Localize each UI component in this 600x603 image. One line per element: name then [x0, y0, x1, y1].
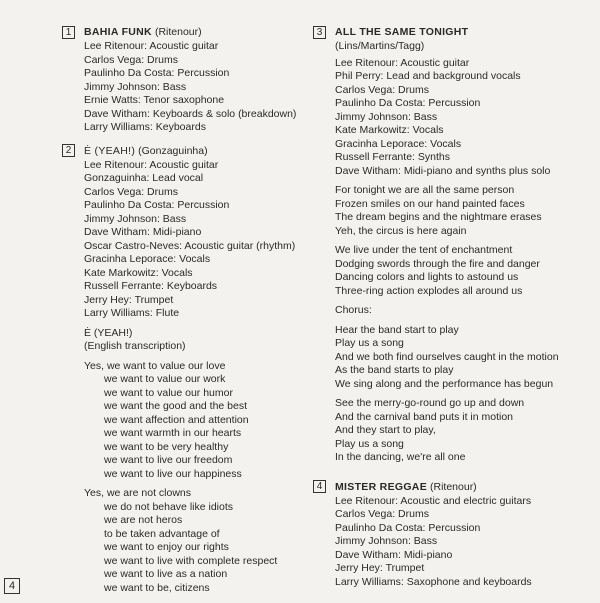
text-line: Dave Witham: Midi-piano — [335, 548, 453, 561]
text-line: See the merry-go-round go up and down — [335, 397, 525, 409]
text-line: we want to enjoy our rights — [104, 541, 229, 553]
track-credit: (Gonzaguinha) — [138, 144, 208, 157]
track-title-text: ALL THE SAME TONIGHT — [335, 26, 469, 38]
text-line: we want to be, citizens — [104, 581, 210, 594]
text-line: Gonzaguinha: Lead vocal — [84, 172, 204, 184]
text-line: Lee Ritenour: Acoustic guitar — [84, 158, 219, 171]
text-line: to be taken advantage of — [104, 527, 220, 540]
track-4 — [313, 479, 595, 590]
text-line: In the dancing, we're all one — [335, 451, 466, 463]
track-credit: (Ritenour) — [154, 26, 202, 38]
text-line: Paulinho Da Costa: Percussion — [335, 521, 481, 534]
personnel-list — [84, 40, 297, 135]
track-2 — [62, 143, 294, 596]
text-line: Kate Markowitz: Vocals — [84, 266, 193, 279]
text-line: Play us a song — [335, 437, 404, 450]
text-line: We live under the tent of enchantment — [335, 244, 513, 256]
transcription-heading — [84, 327, 294, 354]
track-title-text: BAHIA FUNK — [84, 26, 152, 38]
right-column — [313, 24, 595, 597]
track-1-header — [62, 24, 294, 40]
text-line: Dodging swords through the fire and danger — [335, 257, 540, 270]
text-line: we want to live with complete respect — [104, 554, 278, 567]
text-line: we are not heros — [104, 514, 183, 526]
text-line: we do not behave like idiots — [104, 500, 233, 513]
transcription-note: (English transcription) — [84, 340, 186, 352]
lyrics-verse-3 — [335, 397, 595, 465]
track-title — [84, 26, 202, 38]
text-line: we want to live as a nation — [104, 568, 228, 580]
text-line: we want to live our freedom — [104, 454, 233, 466]
track-number-box: 3 — [313, 26, 326, 39]
chorus-label — [335, 304, 595, 318]
text-line: Jimmy Johnson: Bass — [335, 110, 438, 123]
text-line: Dancing colors and lights to astound us — [335, 271, 519, 283]
text-line: Jimmy Johnson: Bass — [84, 212, 187, 225]
text-line: Carlos Vega: Drums — [84, 53, 178, 66]
track-3 — [313, 24, 595, 465]
text-line: Oscar Castro-Neves: Acoustic guitar (rhythm) — [84, 239, 296, 252]
text-line: we want to live our happiness — [104, 467, 242, 480]
text-line: Jerry Hey: Trumpet — [84, 293, 174, 306]
lyrics-verse-2 — [84, 487, 294, 595]
personnel-list — [335, 57, 595, 179]
text-line: Phil Perry: Lead and background vocals — [335, 70, 521, 82]
text-line: Jimmy Johnson: Bass — [335, 535, 438, 547]
text-line: Russell Ferrante: Synths — [335, 151, 450, 163]
left-column — [62, 24, 297, 603]
text-line: Jerry Hey: Trumpet — [335, 562, 425, 574]
text-line: Yes, we are not clowns — [84, 487, 192, 499]
text-line: Dave Witham: Midi-piano — [84, 226, 202, 238]
text-line: Kate Markowitz: Vocals — [335, 124, 444, 136]
text-line: we want to value our humor — [104, 386, 233, 399]
text-line: As the band starts to play — [335, 364, 454, 376]
text-line: For tonight we are all the same person — [335, 184, 515, 196]
text-line: Carlos Vega: Drums — [335, 83, 429, 96]
text-line: And the carnival band puts it in motion — [335, 410, 514, 423]
text-line: Dave Witham: Midi-piano and synths plus solo — [335, 164, 551, 177]
track-title — [84, 145, 208, 157]
text-line: We sing along and the performance has begun — [335, 377, 554, 390]
text-line: Lee Ritenour: Acoustic and electric guitars — [335, 494, 532, 507]
text-line: we want to be very healthy — [104, 440, 229, 453]
track-number-box: 1 — [62, 26, 75, 39]
text-line: we want the good and the best — [104, 400, 248, 412]
text-line: we want to value our work — [104, 373, 226, 385]
text-line: Jimmy Johnson: Bass — [84, 80, 187, 93]
track-title-text: Ė (YEAH!) — [84, 144, 136, 157]
text-line: Lee Ritenour: Acoustic guitar — [84, 40, 219, 52]
text-line: Ernie Watts: Tenor saxophone — [84, 94, 225, 106]
text-line: Play us a song — [335, 337, 404, 349]
text-line: Larry Williams: Flute — [84, 307, 180, 319]
text-line: Frozen smiles on our hand painted faces — [335, 197, 525, 210]
text-line: Carlos Vega: Drums — [335, 508, 429, 520]
text-line: Dave Witham: Keyboards & solo (breakdown) — [84, 107, 297, 120]
text-line: Gracinha Leporace: Vocals — [84, 253, 211, 265]
track-number-box: 4 — [313, 480, 326, 493]
personnel-list — [84, 159, 294, 321]
text-line: Russell Ferrante: Keyboards — [84, 280, 218, 292]
text-line: And they start to play, — [335, 424, 436, 436]
track-credit: (Lins/Martins/Tagg) — [335, 40, 425, 52]
text-line: Carlos Vega: Drums — [84, 185, 178, 198]
text-line: Gracinha Leporace: Vocals — [335, 137, 462, 150]
text-line: Paulinho Da Costa: Percussion — [335, 97, 481, 109]
text-line: Larry Williams: Keyboards — [84, 121, 206, 133]
track-title — [335, 481, 477, 493]
lyrics-chorus — [335, 324, 595, 392]
text-line: Hear the band start to play — [335, 323, 459, 336]
track-3-header — [313, 24, 595, 40]
lyrics-verse-2 — [335, 244, 595, 298]
text-line: we want warmth in our hearts — [104, 427, 242, 439]
track-2-header — [62, 143, 294, 159]
text-line: The dream begins and the nightmare erases — [335, 211, 542, 223]
text-line: Larry Williams: Saxophone and keyboards — [335, 575, 532, 588]
track-number-box: 2 — [62, 144, 75, 157]
track-1 — [62, 24, 297, 135]
text-line: Paulinho Da Costa: Percussion — [84, 199, 230, 211]
text-line: Yeh, the circus is here again — [335, 224, 467, 237]
text-line: And we both find ourselves caught in the motion — [335, 350, 559, 363]
text-line: Paulinho Da Costa: Percussion — [84, 67, 230, 79]
lyrics-verse-1 — [84, 360, 294, 482]
page-number: 4 — [4, 578, 20, 594]
text-line: Yes, we want to value our love — [84, 359, 226, 372]
personnel-list — [335, 495, 595, 590]
text-line: Three-ring action explodes all around us — [335, 284, 523, 297]
track-title-text: MISTER REGGAE — [335, 480, 427, 493]
track-4-header — [313, 479, 595, 495]
lyrics-verse-1 — [335, 184, 595, 238]
text-line: Lee Ritenour: Acoustic guitar — [335, 56, 470, 69]
chorus-label-text: Chorus: — [335, 304, 372, 316]
text-line: we want affection and attention — [104, 413, 249, 426]
track-credit: (Ritenour) — [430, 480, 477, 493]
transcription-title: Ė (YEAH!) — [84, 326, 133, 339]
